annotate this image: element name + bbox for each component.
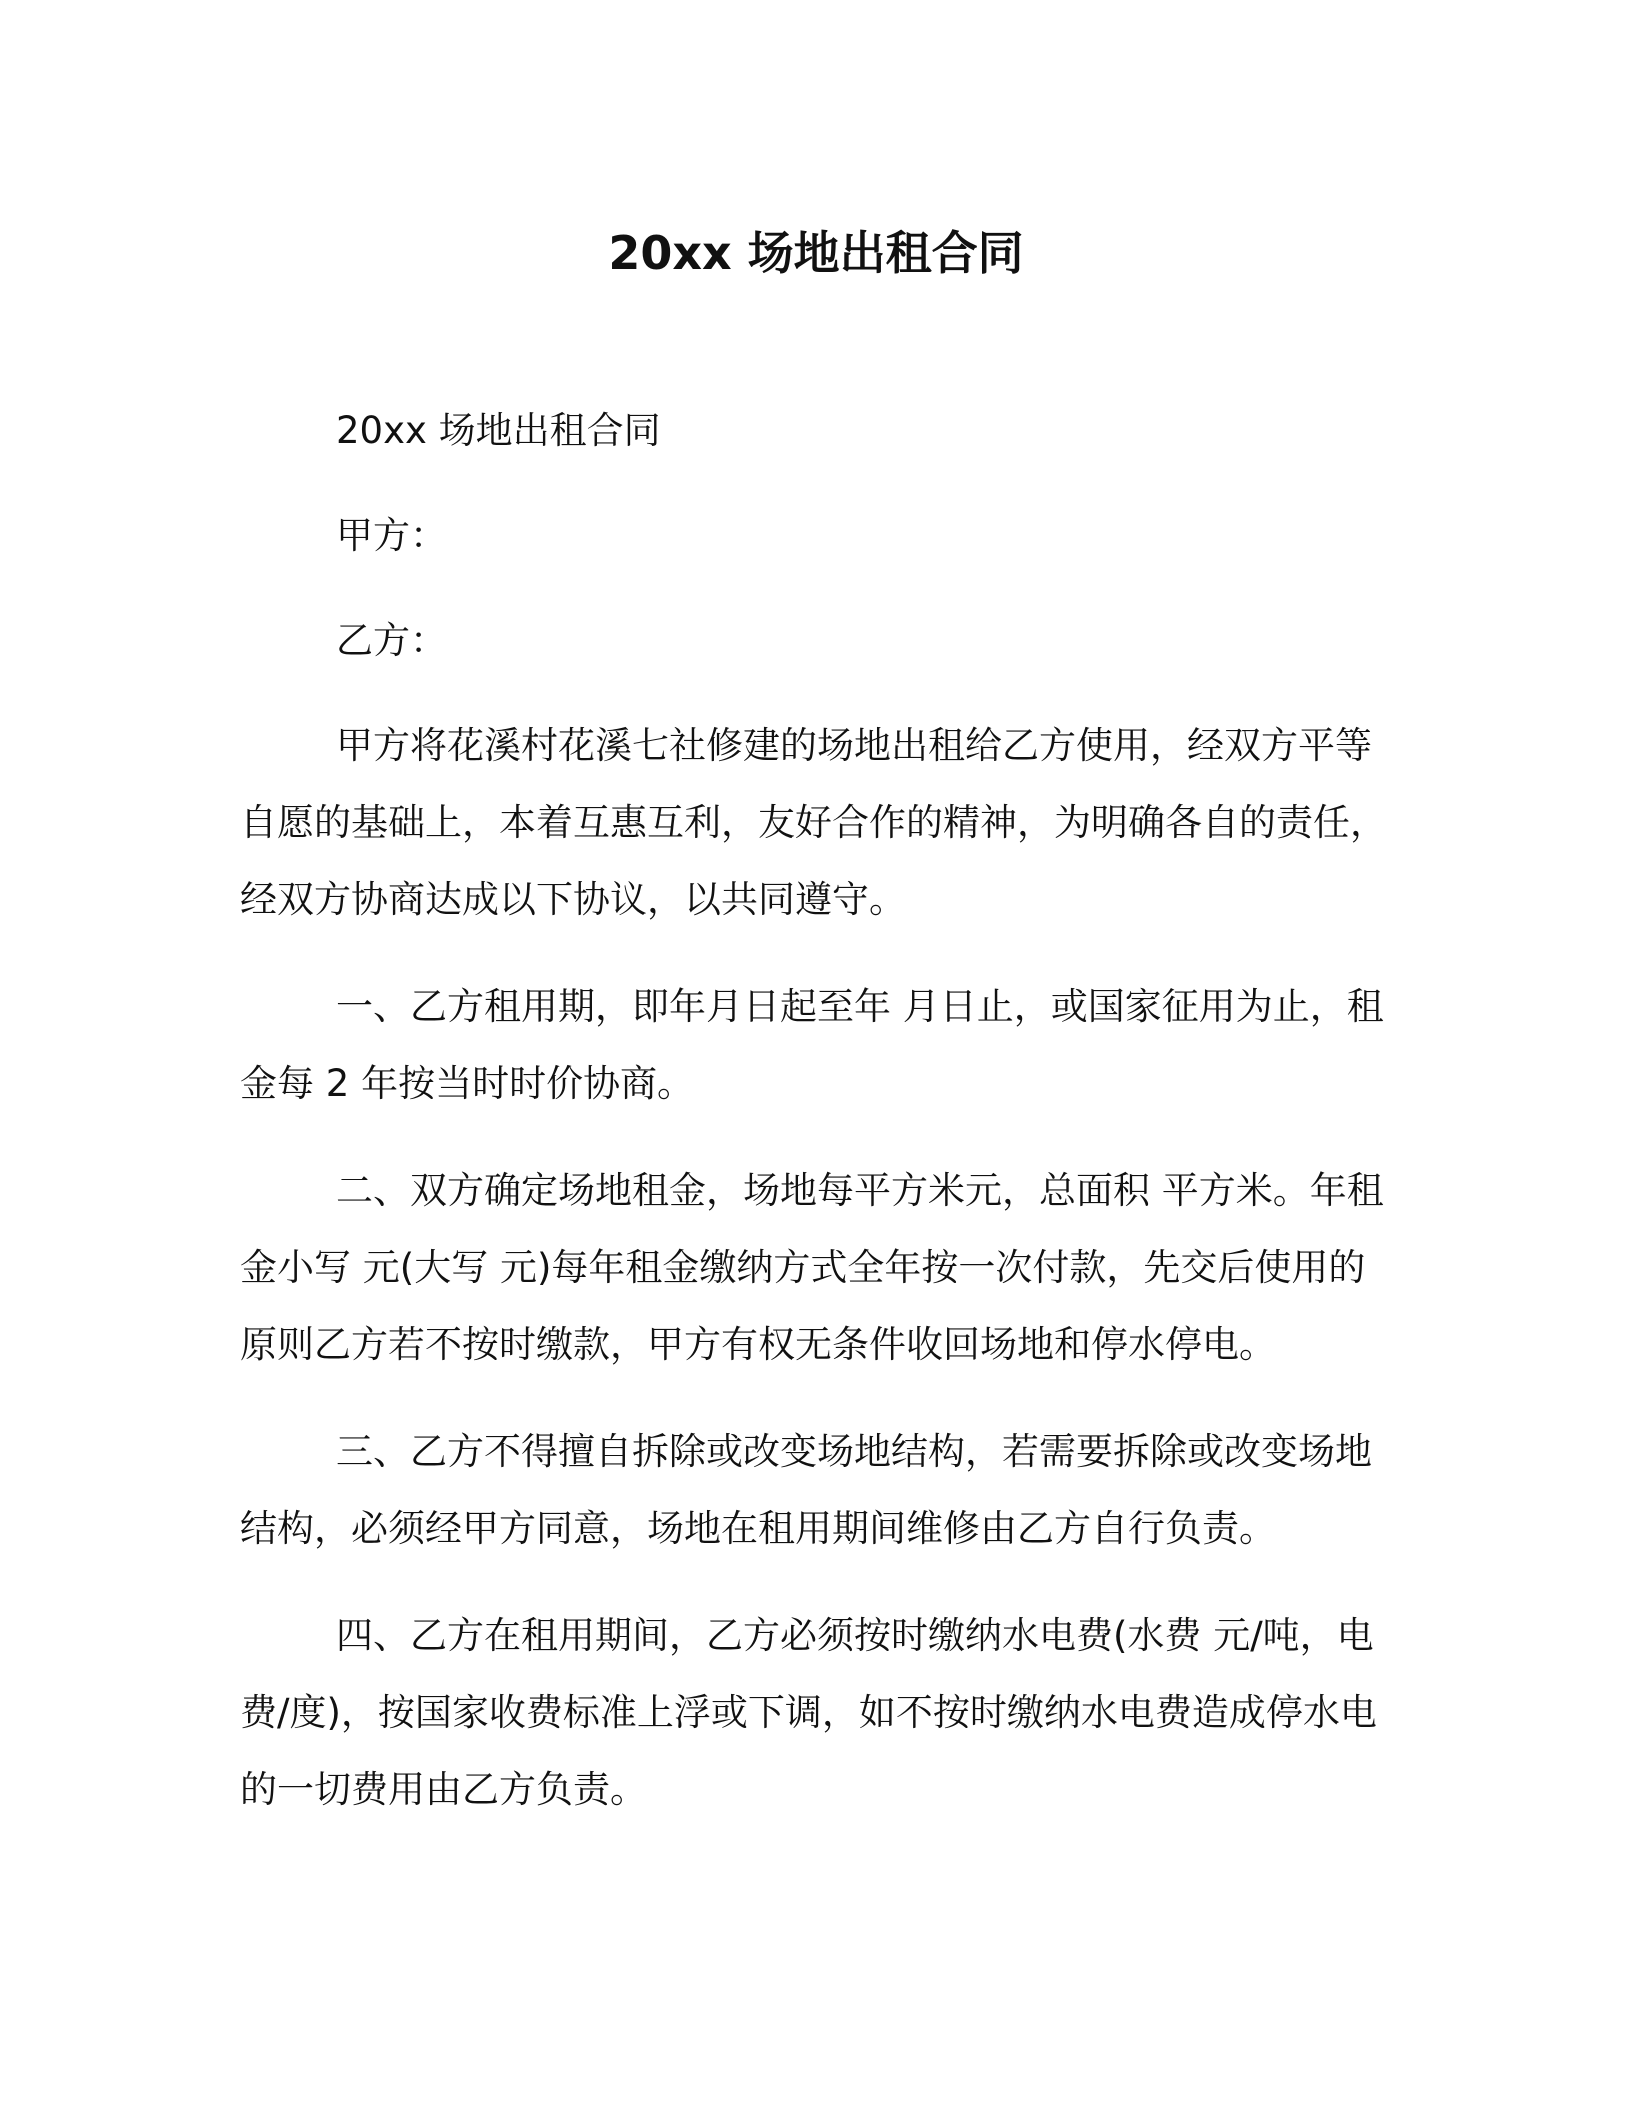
clause-4-paragraph: 四、乙方在租用期间，乙方必须按时缴纳水电费(水费 元/吨，电费/度)，按国家收费标准上浮或下调，如不按时缴纳水电费造成停水电的一切费用由乙方负责。 [240,1614,1377,1811]
party-b-line: 乙方： [336,619,447,662]
clause-3-paragraph: 三、乙方不得擅自拆除或改变场地结构，若需要拆除或改变场地结构，必须经甲方同意，场地在租用期间维修由乙方自行负责。 [240,1430,1372,1550]
party-a-line: 甲方： [336,514,447,557]
document-body [240,392,1388,1858]
clause-1-paragraph: 一、乙方租用期，即年月日起至年 月日止，或国家征用为止，租金每 2 年按当时时价协商。 [240,985,1384,1105]
contract-heading-line: 20xx 场地出租合同 [336,409,661,452]
intro-paragraph: 甲方将花溪村花溪七社修建的场地出租给乙方使用，经双方平等自愿的基础上，本着互惠互利，友好合作的精神，为明确各自的责任，经双方协商达成以下协议，以共同遵守。 [240,724,1387,921]
clause-2-paragraph: 二、双方确定场地租金，场地每平方米元，总面积 平方米。年租金小写 元(大写 元)每年租金缴纳方式全年按一次付款，先交后使用的原则乙方若不按时缴款，甲方有权无条件收回场地和停水停电。 [240,1169,1384,1366]
document-title: 20xx 场地出租合同 [608,226,1024,280]
